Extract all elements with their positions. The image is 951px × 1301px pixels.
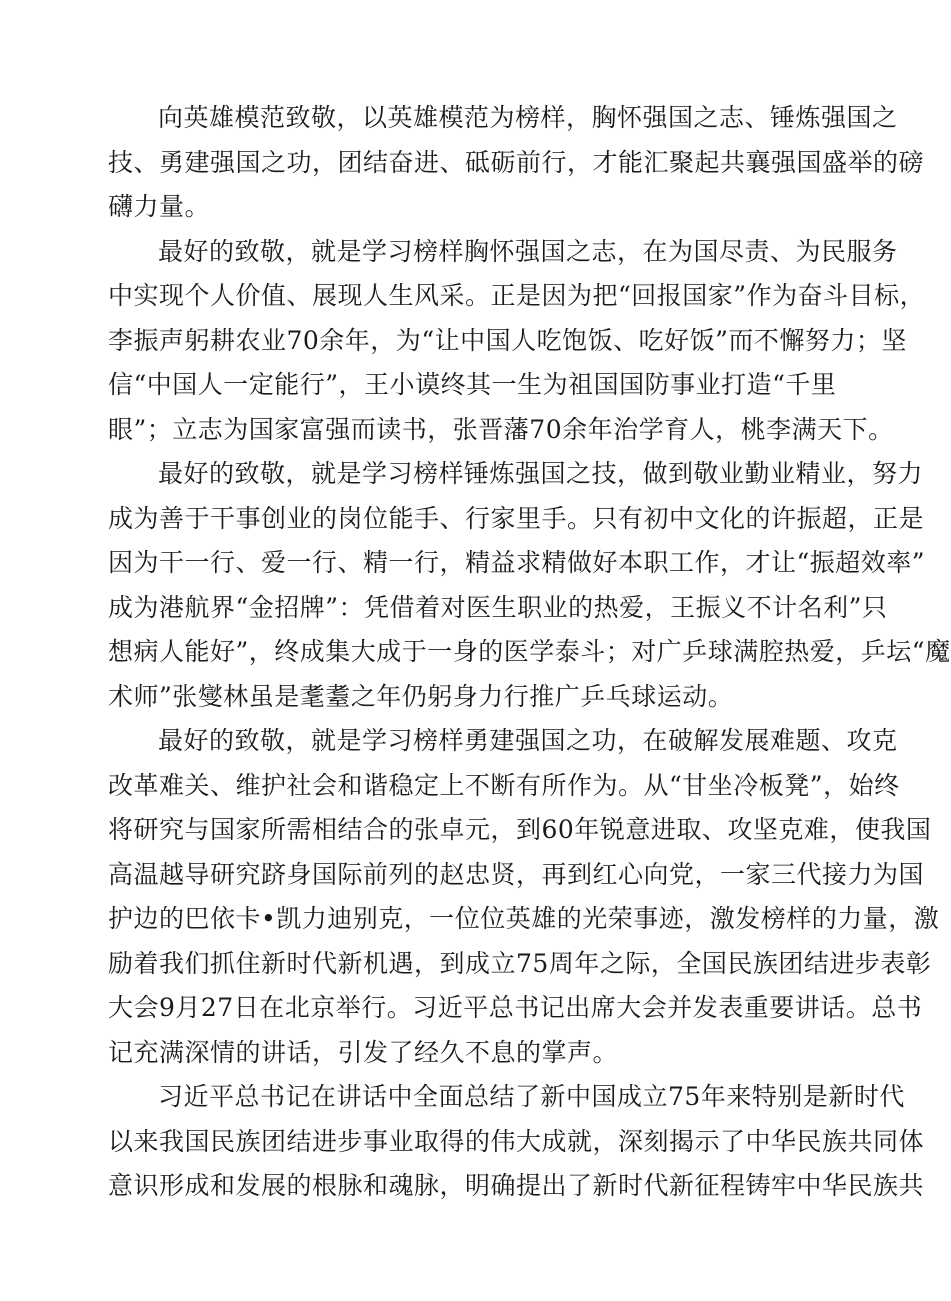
text-line: 向英雄模范致敬，以英雄模范为榜样，胸怀强国之志、锤炼强国之 — [158, 103, 898, 132]
text-line: 中实现个人价值、展现人生风采。正是因为把“回报国家”作为奋斗目标， — [108, 281, 926, 310]
text-line: 最好的致敬，就是学习榜样勇建强国之功，在破解发展难题、攻克 — [158, 726, 898, 755]
text-line: 改革难关、维护社会和谐稳定上不断有所作为。从“甘坐冷板凳”，始终 — [108, 770, 900, 800]
text-line: 因为干一行、爱一行、精一行，精益求精做好本职工作，才让“振超效率” — [108, 548, 926, 577]
text-line: 成为善于干事创业的岗位能手、行家里手。只有初中文化的许振超，正是 — [108, 503, 925, 533]
paragraph-3 — [108, 452, 951, 719]
text-line: 以来我国民族团结进步事业取得的伟大成就，深刻揭示了中华民族共同体 — [108, 1126, 925, 1156]
text-line: 术师”张燮林虽是耄耋之年仍躬身力行推广乒乓球运动。 — [108, 681, 734, 711]
text-line: 眼”；立志为国家富强而读书，张晋藩70余年治学育人，桃李满天下。 — [108, 414, 894, 444]
text-line: 大会9月27日在北京举行。习近平总书记出席大会并发表重要讲话。总书 — [108, 993, 923, 1022]
text-line: 想病人能好”，终成集大成于一身的医学泰斗；对广乒球满腔热爱，乒坛“魔 — [108, 637, 951, 666]
paragraph-4 — [108, 719, 940, 1075]
text-line: 技、勇建强国之功，团结奋进、砥砺前行，才能汇聚起共襄强国盛举的磅 — [108, 147, 925, 177]
document-body — [108, 96, 951, 1209]
text-line: 习近平总书记在讲话中全面总结了新中国成立75年来特别是新时代 — [158, 1082, 905, 1111]
text-line: 高温越导研究跻身国际前列的赵忠贤，再到红心向党，一家三代接力为国 — [108, 859, 925, 889]
text-line: 记充满深情的讲话，引发了经久不息的掌声。 — [108, 1037, 619, 1067]
text-line: 信“中国人一定能行”，王小谟终其一生为祖国国防事业打造“千里 — [108, 370, 837, 399]
text-line: 意识形成和发展的根脉和魂脉，明确提出了新时代新征程铸牢中华民族共 — [108, 1171, 925, 1200]
text-line: 李振声躬耕农业70余年，为“让中国人吃饱饭、吃好饭”而不懈努力；坚 — [108, 325, 907, 355]
text-line: 将研究与国家所需相结合的张卓元，到60年锐意进取、攻坚克难，使我国 — [108, 815, 932, 844]
text-line: 励着我们抓住新时代新机遇，到成立75周年之际，全国民族团结进步表彰 — [108, 948, 932, 978]
text-line: 护边的巴依卡•凯力迪别克，一位位英雄的光荣事迹，激发榜样的力量，激 — [108, 904, 940, 933]
paragraph-5 — [108, 1075, 925, 1209]
paragraph-2 — [108, 230, 926, 453]
text-line: 最好的致敬，就是学习榜样胸怀强国之志，在为国尽责、为民服务 — [158, 236, 898, 266]
text-line: 最好的致敬，就是学习榜样锤炼强国之技，做到敬业勤业精业，努力 — [158, 459, 924, 488]
text-line: 礴力量。 — [108, 192, 211, 221]
paragraph-1 — [108, 96, 925, 230]
text-line: 成为港航界“金招牌”：凭借着对医生职业的热爱，王振义不计名利”只 — [108, 592, 888, 622]
